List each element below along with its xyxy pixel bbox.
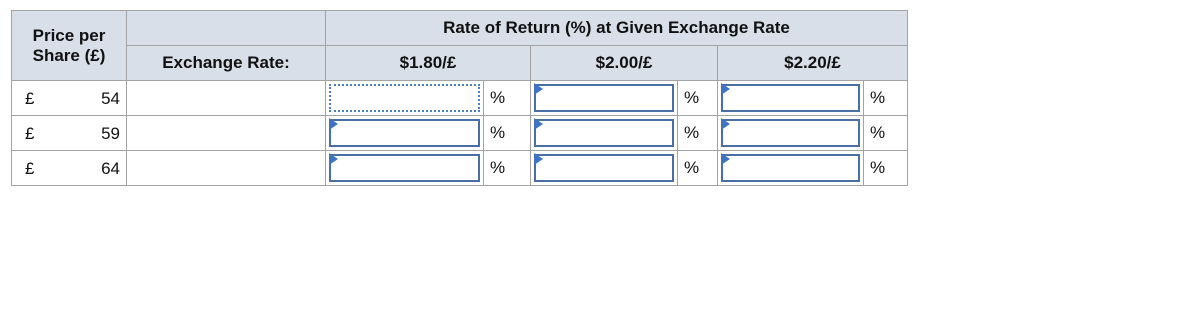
input-marker-icon [721,83,730,95]
input-marker-icon [329,118,338,130]
input-marker-icon [534,118,543,130]
return-input-1-80[interactable] [329,119,480,147]
price-header-line2: Share (£) [32,45,106,65]
percent-label: % [484,116,531,151]
return-input-cell[interactable] [326,116,484,151]
price-value: 64 [101,159,120,178]
exchange-rate-cell [127,116,326,151]
table-row [12,116,908,151]
return-input-2-00[interactable] [534,119,674,147]
return-input-2-00[interactable] [534,154,674,182]
table-row [12,81,908,116]
return-input-cell[interactable] [531,151,678,186]
return-input-cell[interactable] [531,81,678,116]
input-marker-icon [329,153,338,165]
input-marker-icon [534,83,543,95]
return-input-cell[interactable] [326,151,484,186]
return-input-cell[interactable] [531,116,678,151]
percent-label: % [864,116,908,151]
return-input-cell[interactable] [718,151,864,186]
currency-symbol: £ [25,89,35,108]
exchange-rate-cell [127,81,326,116]
rate-header-1: $1.80/£ [326,46,531,81]
return-input-2-20[interactable] [721,119,860,147]
currency-symbol: £ [25,124,35,143]
return-input-1-80[interactable] [329,154,480,182]
input-marker-icon [721,118,730,130]
exchange-rate-cell [127,151,326,186]
return-input-2-00[interactable] [534,84,674,112]
input-marker-icon [721,153,730,165]
percent-label: % [864,81,908,116]
price-value: 54 [101,89,120,108]
price-cell [12,81,127,116]
return-input-cell[interactable] [718,81,864,116]
percent-label: % [484,151,531,186]
rate-header-2: $2.00/£ [531,46,718,81]
exchange-header-spacer [127,11,326,46]
price-cell [12,116,127,151]
rate-header-3: $2.20/£ [718,46,908,81]
rate-of-return-table [11,10,908,186]
price-per-share-header [12,11,127,81]
price-cell [12,151,127,186]
input-marker-icon [534,153,543,165]
price-header-line1: Price per [32,25,106,45]
percent-label: % [678,151,718,186]
price-value: 59 [101,124,120,143]
return-input-2-20[interactable] [721,84,860,112]
currency-symbol: £ [25,159,35,178]
percent-label: % [484,81,531,116]
percent-label: % [678,116,718,151]
return-input-1-80[interactable] [329,84,480,112]
return-input-cell[interactable] [326,81,484,116]
exchange-rate-label: Exchange Rate: [127,46,326,81]
percent-label: % [678,81,718,116]
percent-label: % [864,151,908,186]
return-input-2-20[interactable] [721,154,860,182]
table-row [12,151,908,186]
return-input-cell[interactable] [718,116,864,151]
rate-of-return-title: Rate of Return (%) at Given Exchange Rate [326,11,908,46]
